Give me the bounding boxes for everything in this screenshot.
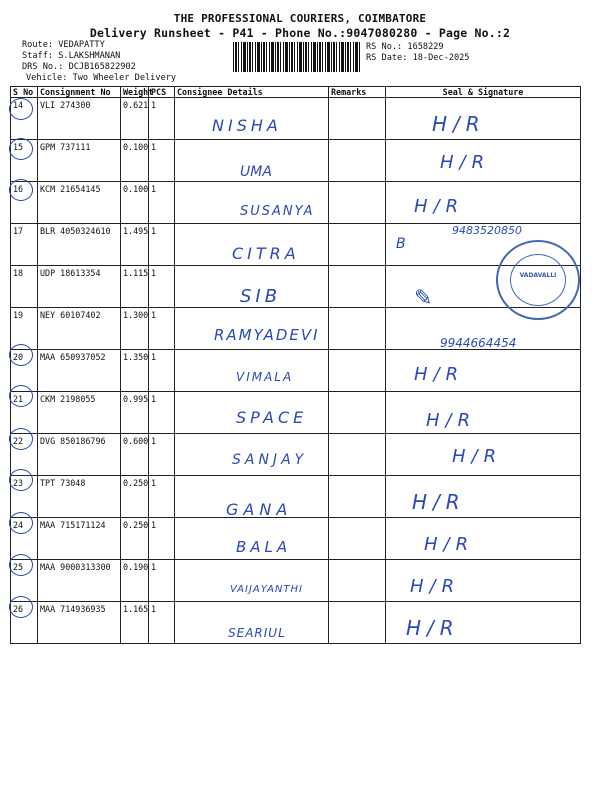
route-label: Route: VEDAPATTY [22, 40, 105, 50]
row-consignment: UDP 18613354 [38, 266, 121, 308]
row-consignment: GPM 737111 [38, 140, 121, 182]
row-pcs: 1 [149, 434, 175, 476]
sno-circle-mark [9, 554, 33, 576]
row-consignment: BLR 4050324610 [38, 224, 121, 266]
row-remarks [329, 602, 386, 644]
row-consignment: CKM 2198055 [38, 392, 121, 434]
handwritten-consignee: BALA [236, 538, 292, 556]
handwritten-signature: H/R [432, 112, 486, 136]
rubber-stamp [496, 240, 580, 320]
handwritten-signature: H/R [406, 616, 460, 640]
row-consignment: KCM 21654145 [38, 182, 121, 224]
sno-circle-mark [9, 596, 33, 618]
rs-date: RS Date: 18-Dec-2025 [366, 53, 470, 63]
row-pcs: 1 [149, 476, 175, 518]
row-remarks [329, 518, 386, 560]
row-weight: 0.100 [121, 140, 149, 182]
row-pcs: 1 [149, 98, 175, 140]
row-sno: 25 [11, 560, 38, 602]
company-title: THE PROFESSIONAL COURIERS, COIMBATORE [173, 12, 427, 25]
sno-circle-mark [9, 469, 33, 491]
handwritten-consignee: SIB [240, 286, 282, 307]
row-weight: 1.350 [121, 350, 149, 392]
row-sno: 22 [11, 434, 38, 476]
sno-circle-mark [9, 385, 33, 407]
row-weight: 1.495 [121, 224, 149, 266]
row-remarks [329, 560, 386, 602]
row-pcs: 1 [149, 560, 175, 602]
row-weight: 1.165 [121, 602, 149, 644]
handwritten-consignee: SPACE [236, 408, 308, 427]
sno-circle-mark [9, 344, 33, 366]
handwritten-signature: H/R [426, 410, 477, 431]
table-header-row [11, 87, 581, 98]
row-weight: 0.250 [121, 518, 149, 560]
vehicle-label: Vehicle: Two Wheeler Delivery [26, 73, 177, 83]
row-weight: 0.190 [121, 560, 149, 602]
row-pcs: 1 [149, 224, 175, 266]
row-weight: 0.600 [121, 434, 149, 476]
row-pcs: 1 [149, 308, 175, 350]
row-remarks [329, 266, 386, 308]
handwritten-consignee: VAIJAYANTHI [230, 584, 303, 595]
table-row [11, 350, 581, 392]
row-consignment: MAA 9000313300 [38, 560, 121, 602]
col-weight: Weight [121, 87, 149, 98]
row-sno: 19 [11, 308, 38, 350]
table-row [11, 560, 581, 602]
row-remarks [329, 308, 386, 350]
sno-circle-mark [9, 512, 33, 534]
handwritten-signature: H/R [414, 196, 465, 217]
stamp-inner-ring [510, 254, 566, 306]
sno-circle-mark [9, 98, 33, 120]
col-consignee: Consignee Details [175, 87, 329, 98]
row-sno: 15 [11, 140, 38, 182]
handwritten-consignee: CITRA [232, 244, 300, 263]
row-sno: 26 [11, 602, 38, 644]
row-consignment: MAA 715171124 [38, 518, 121, 560]
row-seal [386, 392, 581, 434]
row-sno: 16 [11, 182, 38, 224]
row-weight: 0.995 [121, 392, 149, 434]
handwritten-signature: H/R [410, 576, 461, 597]
handwritten-consignee: NISHA [212, 116, 282, 135]
row-remarks [329, 182, 386, 224]
table-row [11, 518, 581, 560]
row-pcs: 1 [149, 392, 175, 434]
row-sno: 21 [11, 392, 38, 434]
row-pcs: 1 [149, 182, 175, 224]
row-consignment: TPT 73048 [38, 476, 121, 518]
runsheet-title: Delivery Runsheet - P41 - Phone No.:9047080280 - Page No.:2 [89, 26, 511, 40]
row-remarks [329, 224, 386, 266]
handwritten-signature: H/R [424, 534, 475, 555]
handwritten-signature: H/R [412, 490, 466, 514]
handwritten-scribble: ✎ [414, 286, 433, 311]
drs-label: DRS No.: DCJB165822902 [22, 62, 136, 72]
row-pcs: 1 [149, 602, 175, 644]
handwritten-consignee: SEARIUL [228, 626, 286, 640]
handwritten-consignee: GANA [226, 500, 293, 519]
col-remarks: Remarks [329, 87, 386, 98]
row-pcs: 1 [149, 266, 175, 308]
table-row [11, 476, 581, 518]
staff-label: Staff: S.LAKSHMANAN [22, 51, 121, 61]
sno-circle-mark [9, 428, 33, 450]
rs-number: RS No.: 1658229 [366, 42, 444, 52]
handwritten-consignee: RAMYADEVI [214, 326, 320, 344]
handwritten-scribble: B [396, 236, 406, 252]
row-sno: 23 [11, 476, 38, 518]
sno-circle-mark [9, 179, 33, 201]
col-seal: Seal & Signature [386, 87, 581, 98]
handwritten-signature: H/R [452, 446, 503, 467]
sno-circle-mark [9, 138, 33, 160]
table-row [11, 98, 581, 140]
row-sno: 18 [11, 266, 38, 308]
handwritten-signature: H/R [440, 152, 491, 173]
row-remarks [329, 350, 386, 392]
col-consignment: Consignment No [38, 87, 121, 98]
handwritten-consignee: VIMALA [236, 370, 294, 384]
row-consignment: MAA 650937052 [38, 350, 121, 392]
handwritten-signature: H/R [414, 364, 465, 385]
row-remarks [329, 476, 386, 518]
row-remarks [329, 434, 386, 476]
row-sno: 24 [11, 518, 38, 560]
runsheet-table [10, 86, 581, 644]
row-weight: 0.250 [121, 476, 149, 518]
handwritten-signature: 9944664454 [440, 336, 517, 350]
row-consignment: MAA 714936935 [38, 602, 121, 644]
col-pcs: PCS [149, 87, 175, 98]
row-consignment: NEY 60107402 [38, 308, 121, 350]
row-sno: 14 [11, 98, 38, 140]
row-weight: 1.115 [121, 266, 149, 308]
handwritten-consignee: SANJAY [232, 452, 308, 468]
stamp-text: VADAVALLI [519, 272, 557, 279]
handwritten-consignee: UMA [240, 164, 272, 180]
row-remarks [329, 140, 386, 182]
table-row [11, 266, 581, 308]
row-consignment: DVG 850186796 [38, 434, 121, 476]
handwritten-consignee: SUSANYA [240, 204, 315, 219]
row-weight: 0.621 [121, 98, 149, 140]
handwritten-signature: 9483520850 [452, 224, 522, 237]
row-consignee [175, 560, 329, 602]
row-pcs: 1 [149, 518, 175, 560]
row-remarks [329, 98, 386, 140]
row-weight: 1.300 [121, 308, 149, 350]
row-pcs: 1 [149, 140, 175, 182]
barcode [233, 42, 361, 72]
row-weight: 0.100 [121, 182, 149, 224]
row-consignment: VLI 274300 [38, 98, 121, 140]
table-row [11, 140, 581, 182]
row-sno: 17 [11, 224, 38, 266]
row-remarks [329, 392, 386, 434]
table-row [11, 602, 581, 644]
row-sno: 20 [11, 350, 38, 392]
row-pcs: 1 [149, 350, 175, 392]
col-sno: S No [11, 87, 38, 98]
row-seal [386, 518, 581, 560]
